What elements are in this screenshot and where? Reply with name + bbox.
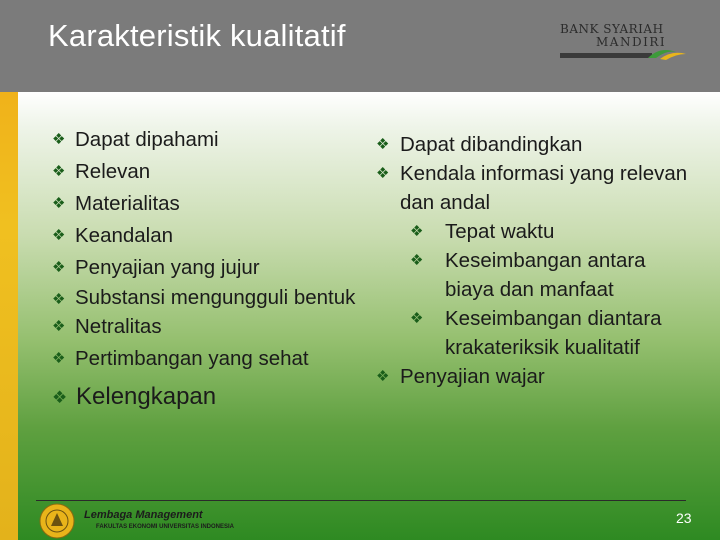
diamond-bullet-icon: ❖ xyxy=(52,163,66,180)
logo-line-1: BANK SYARIAH xyxy=(560,22,664,36)
footer-divider xyxy=(36,500,686,501)
diamond-bullet-icon: ❖ xyxy=(52,291,66,308)
diamond-bullet-icon: ❖ xyxy=(410,223,424,240)
bank-logo xyxy=(558,22,692,64)
list-item: ❖ Pertimbangan yang sehat xyxy=(52,343,362,375)
diamond-bullet-icon: ❖ xyxy=(376,165,390,182)
page-number: 23 xyxy=(676,510,692,526)
sub-list-item: ❖ Tepat waktu xyxy=(376,217,696,246)
list-item: ❖ Keandalan xyxy=(52,220,362,252)
logo-line-2: MANDIRI xyxy=(596,35,667,49)
list-item: ❖ Penyajian wajar xyxy=(376,362,696,391)
right-bullet-list xyxy=(376,130,696,391)
logo-swoosh-icon xyxy=(646,44,690,62)
list-item: ❖ Materialitas xyxy=(52,188,362,220)
diamond-bullet-icon: ❖ xyxy=(52,227,66,244)
list-item: ❖ Netralitas xyxy=(52,311,362,343)
sub-list-item: ❖ Keseimbangan antara biaya dan manfaat xyxy=(376,246,696,304)
list-item: ❖ Kendala informasi yang relevan dan andal xyxy=(376,159,696,217)
diamond-bullet-icon: ❖ xyxy=(52,388,68,407)
logo-tagline-icon xyxy=(560,53,652,58)
list-item: ❖ Relevan xyxy=(52,156,362,188)
footer-org-name: Lembaga Management xyxy=(84,509,203,521)
list-item: ❖ Substansi mengungguli bentuk xyxy=(52,284,362,311)
diamond-bullet-icon: ❖ xyxy=(52,259,66,276)
list-item: ❖ Dapat dibandingkan xyxy=(376,130,696,159)
university-seal-icon xyxy=(36,502,78,540)
left-bullet-list xyxy=(52,124,362,413)
slide-header xyxy=(0,0,720,92)
diamond-bullet-icon: ❖ xyxy=(52,131,66,148)
footer-org-subtitle: FAKULTAS EKONOMI UNIVERSITAS INDONESIA xyxy=(96,524,235,530)
diamond-bullet-icon: ❖ xyxy=(52,350,66,367)
sub-list-item: ❖ Keseimbangan diantara krakateriksik kualitatif xyxy=(376,304,696,362)
diamond-bullet-icon: ❖ xyxy=(376,368,390,385)
diamond-bullet-icon: ❖ xyxy=(52,318,66,335)
list-item: ❖ Penyajian yang jujur xyxy=(52,252,362,284)
diamond-bullet-icon: ❖ xyxy=(410,310,424,327)
list-item: ❖ Dapat dipahami xyxy=(52,124,362,156)
list-item: ❖ Kelengkapan xyxy=(52,381,362,413)
left-accent-stripe xyxy=(0,92,18,540)
diamond-bullet-icon: ❖ xyxy=(410,252,424,269)
diamond-bullet-icon: ❖ xyxy=(52,195,66,212)
slide-title: Karakteristik kualitatif xyxy=(48,18,346,53)
diamond-bullet-icon: ❖ xyxy=(376,136,390,153)
